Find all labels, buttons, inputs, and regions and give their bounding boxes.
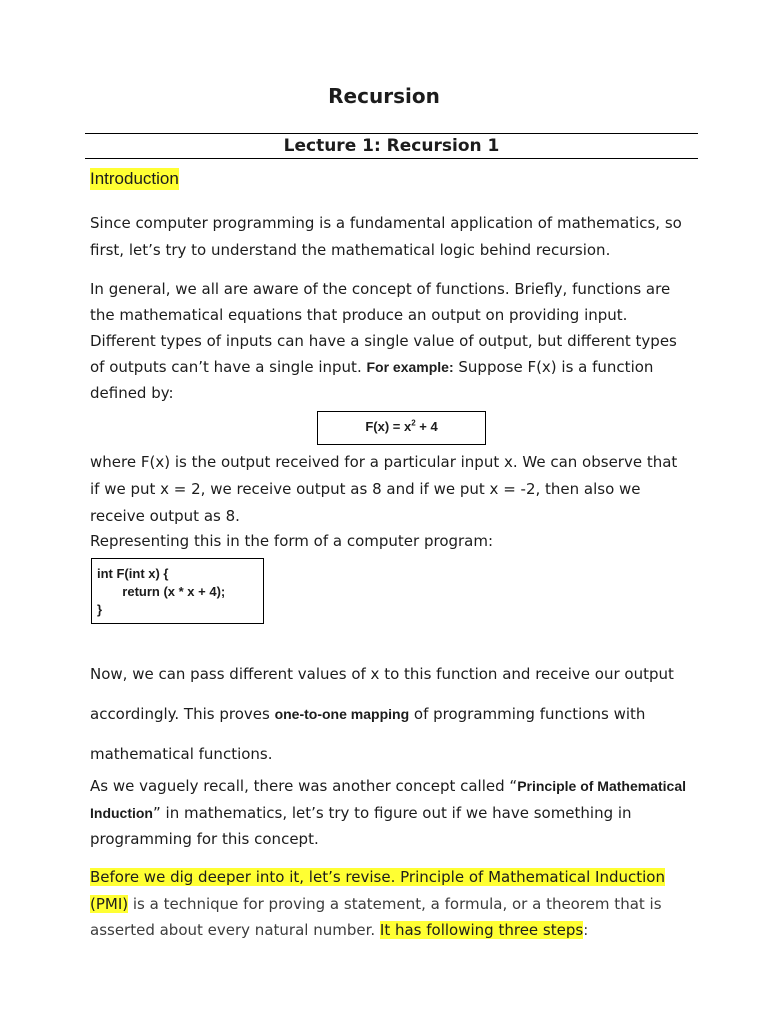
paragraph-pmi-intro-text-after: ” in mathematics, let’s try to figure out if we have something in programming for this concept. (90, 803, 632, 848)
paragraph-functions-text: In general, we all are aware of the concept of functions. Briefly, functions are the mathematical equations that produce an output on providing input. Different types of inputs can have a single value of output, but different types of outputs can’t have a single input. (90, 280, 677, 376)
one-to-one-mapping-term: one-to-one mapping (274, 706, 410, 722)
pmi-term: Principle of Mathematical Induction (90, 778, 687, 821)
paragraph-pmi-definition (90, 864, 690, 944)
paragraph-one-to-one-text: Now, we can pass different values of x to this function and receive our output accordingly. This proves (90, 665, 674, 723)
document-title: Recursion (328, 84, 440, 108)
paragraph-pmi-intro-text: As we vaguely recall, there was another concept called “ (90, 777, 518, 795)
formula-box (317, 411, 486, 445)
formula-exponent: 2 (411, 418, 416, 428)
formula-lhs: F(x) = x (365, 419, 412, 434)
paragraph-functions-text-after: Suppose F(x) is a function defined by: (90, 358, 654, 402)
paragraph-pmi-intro (90, 773, 690, 853)
paragraph-math-logic: Since computer programming is a fundamental application of mathematics, so first, let’s try to understand the mathematical logic behind recursion. (90, 214, 682, 259)
pmi-definition-end: : (583, 921, 589, 939)
code-snippet: int F(int x) { return (x * x + 4); } (91, 558, 264, 624)
paragraph-program-intro: Representing this in the form of a computer program: (90, 532, 494, 550)
for-example-label: For example: (366, 359, 454, 375)
formula-rhs: + 4 (415, 419, 438, 434)
pmi-definition-text: is a technique for proving a statement, a formula, or a theorem that is asserted about every natural number. (90, 894, 662, 939)
paragraph-functions (90, 276, 690, 406)
pmi-highlight-2: It has following three steps (379, 921, 584, 939)
lecture-heading: Lecture 1: Recursion 1 (85, 133, 698, 159)
pmi-highlight-1: Before we dig deeper into it, let’s revise. Principle of Mathematical Induction (PMI) (90, 868, 665, 913)
paragraph-one-to-one (90, 654, 690, 774)
paragraph-one-to-one-text-after: of programming functions with mathematical functions. (90, 705, 646, 763)
paragraph-output-explanation: where F(x) is the output received for a particular input x. We can observe that if we put x = 2, we receive output as 8 and if we put x = -2, then also we receive output as 8. (90, 453, 678, 525)
section-heading-introduction: Introduction (90, 169, 179, 188)
